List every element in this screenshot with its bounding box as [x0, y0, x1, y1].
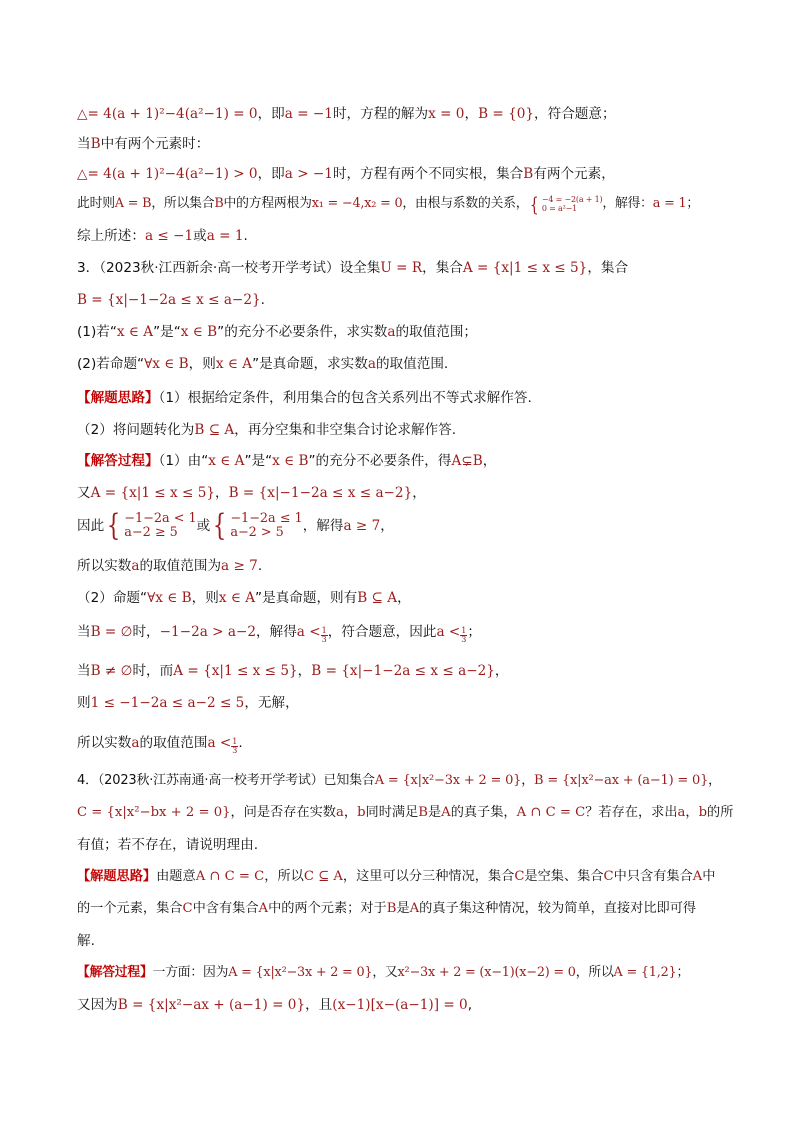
- text: ；: [676, 965, 690, 980]
- math: A = {x|x²−3x + 2 = 0}: [228, 965, 373, 980]
- text: 中含有集合: [192, 901, 259, 916]
- math: B ⊆ A: [357, 590, 398, 606]
- math: ∀x ∈ B: [144, 356, 189, 372]
- text: ，: [464, 106, 479, 122]
- text: ，又: [372, 965, 398, 980]
- math: x ∈ A: [116, 324, 154, 340]
- text-line-3: [77, 165, 722, 183]
- text: ，: [521, 773, 535, 788]
- math: b: [357, 805, 366, 820]
- math: a = −1: [284, 106, 333, 122]
- text: ，解得: [256, 624, 297, 640]
- text: 时，: [132, 624, 160, 640]
- system-row: −1−2a < 1: [124, 511, 197, 526]
- math: A⊊B: [451, 453, 483, 469]
- text: （2）命题“: [77, 590, 148, 606]
- math: A = {1,2}: [613, 965, 677, 980]
- system-row: −1−2a ≤ 1: [230, 511, 303, 526]
- math: C = {x|x²−bx + 2 = 0}: [77, 805, 231, 820]
- math: A = B: [114, 196, 152, 211]
- text-line-14: [77, 509, 722, 545]
- problem-3-part-1: [77, 323, 722, 341]
- math: a: [367, 356, 376, 372]
- text-line-15: [77, 557, 722, 575]
- text: （2）将问题转化为: [77, 422, 195, 438]
- math: ∀x ∈ B: [147, 590, 192, 606]
- text: ，解得: [302, 518, 344, 534]
- text: （1）由“: [158, 453, 209, 469]
- problem-3-statement: [77, 259, 722, 277]
- text: 是空集、集合: [524, 869, 604, 884]
- text: 时，方程的解为: [332, 106, 429, 122]
- text: ”是“: [244, 453, 273, 469]
- fraction-denominator: 3: [461, 635, 467, 644]
- math: −1−2a > a−2: [159, 624, 257, 640]
- text: 4．（2023秋·江苏南通·高一校考开学考试）已知集合: [77, 773, 375, 788]
- text: ”是“: [153, 324, 181, 340]
- text: 所以实数: [77, 735, 132, 751]
- text: 则: [77, 695, 91, 711]
- text: 由题意: [156, 869, 196, 884]
- math: A ∩ C = C: [195, 869, 265, 884]
- text-line-16: [77, 589, 722, 607]
- math: A = {x|x²−3x + 2 = 0}: [374, 773, 522, 788]
- math: A = {x|1 ≤ x ≤ 5}: [173, 663, 298, 679]
- math: △= 4(a + 1)²−4(a²−1) = 0: [77, 106, 258, 122]
- text: ，这里可以分三种情况，集合: [342, 869, 515, 884]
- text-line-13: [77, 484, 722, 502]
- text: （1）根据给定条件，利用集合的包含关系列出不等式求解作答.: [158, 390, 532, 406]
- text: ，: [297, 663, 312, 679]
- fraction-denominator: 3: [232, 746, 238, 755]
- math: A: [409, 901, 420, 916]
- math: C: [603, 869, 614, 884]
- math: B = {x|−1−2a ≤ x ≤ a−2}: [228, 485, 413, 501]
- math: b: [698, 805, 708, 820]
- math: A: [692, 869, 703, 884]
- math: △= 4(a + 1)²−4(a²−1) > 0: [77, 166, 258, 182]
- text: ？若存在，求出: [585, 805, 678, 820]
- text: 当: [77, 136, 91, 152]
- text-line-17: [77, 620, 722, 644]
- text: 是: [396, 901, 410, 916]
- text-line-19: [77, 694, 722, 712]
- text-line-25: [77, 900, 722, 918]
- system-row: −4 = −2(a + 1): [541, 194, 603, 204]
- math: B: [418, 805, 428, 820]
- text-line-26: [77, 932, 722, 950]
- math: 1 ≤ −1−2a ≤ a−2 ≤ 5: [90, 695, 245, 711]
- text: 3．（2023秋·江西新余·高一校考开学考试）设全集: [77, 260, 381, 276]
- text-line-22: [77, 804, 734, 822]
- section-label: 【解答过程】: [77, 965, 153, 980]
- text: ，所以集合: [151, 196, 215, 211]
- text: ，符合题意；: [534, 106, 616, 122]
- text-line-4: [77, 193, 722, 215]
- math: x ∈ A: [215, 356, 253, 372]
- math: a = 1: [652, 196, 687, 211]
- text: 同时满足: [365, 805, 419, 820]
- math: B ⊆ A: [194, 422, 235, 438]
- inequality-system: { −1−2a < 1 a−2 ≥ 5: [107, 508, 197, 543]
- math: B = {x|x²−ax + (a−1) = 0}: [117, 997, 306, 1013]
- text-line-7: [77, 291, 722, 309]
- text: ”的充分不必要条件，得: [308, 453, 452, 469]
- math: A: [258, 901, 269, 916]
- text: 时，方程有两个不同实根，集合: [332, 166, 524, 182]
- text: 解.: [77, 933, 95, 949]
- text: ，: [412, 485, 426, 501]
- text: 中有两个元素时：: [100, 136, 210, 152]
- math: a <: [296, 624, 321, 640]
- text: 当: [77, 624, 91, 640]
- text: 或: [193, 228, 207, 244]
- text: ，: [685, 805, 699, 820]
- text-line-1: [77, 105, 722, 123]
- text: (2)若命题“: [77, 356, 145, 372]
- text: ，: [380, 518, 394, 534]
- text: .: [257, 558, 263, 574]
- solution-idea-3: [77, 389, 722, 407]
- math: a > −1: [284, 166, 333, 182]
- text: ,: [467, 997, 473, 1013]
- math: B = {x|−1−2a ≤ x ≤ a−2}: [77, 292, 261, 308]
- section-label: 【解题思路】: [77, 390, 159, 406]
- text: ；: [467, 624, 481, 640]
- text: ，所以: [264, 869, 304, 884]
- section-label: 【解答过程】: [77, 453, 159, 469]
- text: 综上所述：: [77, 228, 145, 244]
- text: 的取值范围为: [139, 558, 222, 574]
- math: B = {0}: [478, 106, 535, 122]
- text: ，所以: [575, 965, 614, 980]
- math: B ≠ ∅: [90, 663, 133, 679]
- math: B = ∅: [90, 624, 133, 640]
- text: 中: [702, 869, 716, 884]
- fraction-numerator: 1: [232, 737, 238, 746]
- text: ，符合题意，因此: [327, 624, 437, 640]
- text: ，: [343, 805, 358, 820]
- math: a: [387, 324, 396, 340]
- text: 中的两个元素；对于: [268, 901, 387, 916]
- text: ，无解，: [244, 695, 299, 711]
- math: B: [90, 136, 101, 152]
- text: 有两个元素，: [533, 166, 615, 182]
- math: x ∈ B: [180, 324, 218, 340]
- text: ，且: [305, 997, 333, 1013]
- math: a: [131, 558, 140, 574]
- text: 所以实数: [77, 558, 132, 574]
- math: a: [131, 735, 140, 751]
- text: 的所: [707, 805, 734, 820]
- text: 中只含有集合: [613, 869, 693, 884]
- math: x ∈ A: [208, 453, 245, 469]
- math: a ≥ 7: [343, 518, 381, 534]
- math: B: [386, 901, 397, 916]
- math: a <: [436, 624, 461, 640]
- solution-process-3: [77, 452, 722, 470]
- text: ，则: [191, 590, 219, 606]
- fraction-denominator: 3: [321, 635, 327, 644]
- math: B = {x|−1−2a ≤ x ≤ a−2}: [311, 663, 495, 679]
- text-line-20: [77, 731, 722, 755]
- text: .: [238, 735, 243, 751]
- text: ”是真命题，则有: [255, 590, 358, 606]
- text: .: [243, 228, 248, 244]
- inequality-system: { −1−2a ≤ 1 a−2 > 5: [213, 508, 303, 543]
- text: ，: [494, 663, 509, 679]
- equation-system: { −4 = −2(a + 1) 0 = a²−1: [530, 191, 603, 216]
- text: 是: [427, 805, 442, 820]
- fraction: [321, 627, 328, 644]
- math: A: [441, 805, 451, 820]
- text: ，再分空集和非空集合讨论求解作答.: [234, 422, 457, 438]
- text: 的取值范围: [139, 735, 208, 751]
- math: C ⊆ A: [303, 869, 343, 884]
- system-row: a−2 > 5: [230, 525, 284, 540]
- text: ，集合: [422, 260, 463, 276]
- text: 当: [77, 663, 91, 679]
- math: A = {x|1 ≤ x ≤ 5}: [90, 485, 216, 501]
- text: 或: [196, 518, 211, 534]
- text-line-18: [77, 662, 722, 680]
- math: a <: [207, 735, 232, 751]
- math: A ∩ C = C: [516, 805, 586, 820]
- text: 的真子集，: [450, 805, 517, 820]
- text: 的取值范围.: [375, 356, 449, 372]
- math: a: [677, 805, 686, 820]
- math: x²−3x + 2 = (x−1)(x−2) = 0: [397, 965, 576, 980]
- problem-4-statement: [77, 772, 722, 790]
- text: 的取值范围；: [395, 324, 478, 340]
- math: C: [514, 869, 525, 884]
- text: ”的充分不必要条件，求实数: [217, 324, 388, 340]
- math: x₁ = −4,x₂ = 0: [311, 196, 403, 211]
- text: ，: [397, 590, 411, 606]
- text: ，由根与系数的关系，: [402, 196, 529, 211]
- math: C: [182, 901, 193, 916]
- text: ，则: [188, 356, 216, 372]
- text: ”是真命题，求实数: [252, 356, 368, 372]
- math: x = 0: [428, 106, 465, 122]
- text: 又: [77, 485, 91, 501]
- text-line-23: [77, 836, 722, 854]
- solution-idea-4: [77, 868, 722, 886]
- text: 中的方程两根为: [223, 196, 312, 211]
- text-line-2: [77, 135, 722, 153]
- text: 的真子集这种情况，较为简单，直接对比即可得: [419, 901, 697, 916]
- text: 因此: [77, 518, 105, 534]
- text: ，: [482, 453, 497, 469]
- system-row: a−2 ≥ 5: [124, 525, 178, 540]
- text: ，: [215, 485, 229, 501]
- section-label: 【解题思路】: [77, 869, 157, 884]
- text-line-11: [77, 421, 722, 439]
- text: 又因为: [77, 997, 118, 1013]
- text: 时，而: [132, 663, 174, 679]
- math: B: [214, 196, 224, 211]
- solution-process-4: [77, 964, 722, 982]
- text: ，: [708, 773, 721, 788]
- fraction-numerator: 1: [461, 626, 467, 635]
- math: B: [523, 166, 534, 182]
- text: (1)若“: [77, 324, 117, 340]
- text: 此时则: [77, 196, 115, 211]
- math: a ≤ −1: [144, 228, 194, 244]
- text: ，解得：: [602, 196, 653, 211]
- text: ，即: [257, 166, 285, 182]
- math: x ∈ B: [272, 453, 309, 469]
- math: U = R: [380, 260, 423, 276]
- text: 有值；若不存在，请说明理由.: [77, 837, 259, 853]
- text-line-5: [77, 227, 722, 245]
- math: A = {x|1 ≤ x ≤ 5}: [462, 260, 588, 276]
- text: ；: [686, 196, 700, 211]
- math: (x−1)[x−(a−1)] = 0: [332, 997, 468, 1013]
- system-row: 0 = a²−1: [541, 203, 577, 213]
- math: B = {x|x²−ax + (a−1) = 0}: [534, 773, 709, 788]
- problem-3-part-2: [77, 355, 722, 373]
- text: 的一个元素，集合: [77, 901, 183, 916]
- text: ，即: [257, 106, 285, 122]
- text-line-28: [77, 996, 722, 1014]
- math: a: [336, 805, 344, 820]
- math: x ∈ A: [218, 590, 256, 606]
- text: 一方面：因为: [152, 965, 229, 980]
- math: a ≥ 7: [221, 558, 258, 574]
- text: ，集合: [587, 260, 629, 276]
- text: .: [260, 292, 265, 308]
- math: a = 1: [206, 228, 244, 244]
- fraction-numerator: 1: [321, 626, 327, 635]
- text: ，问是否存在实数: [230, 805, 336, 820]
